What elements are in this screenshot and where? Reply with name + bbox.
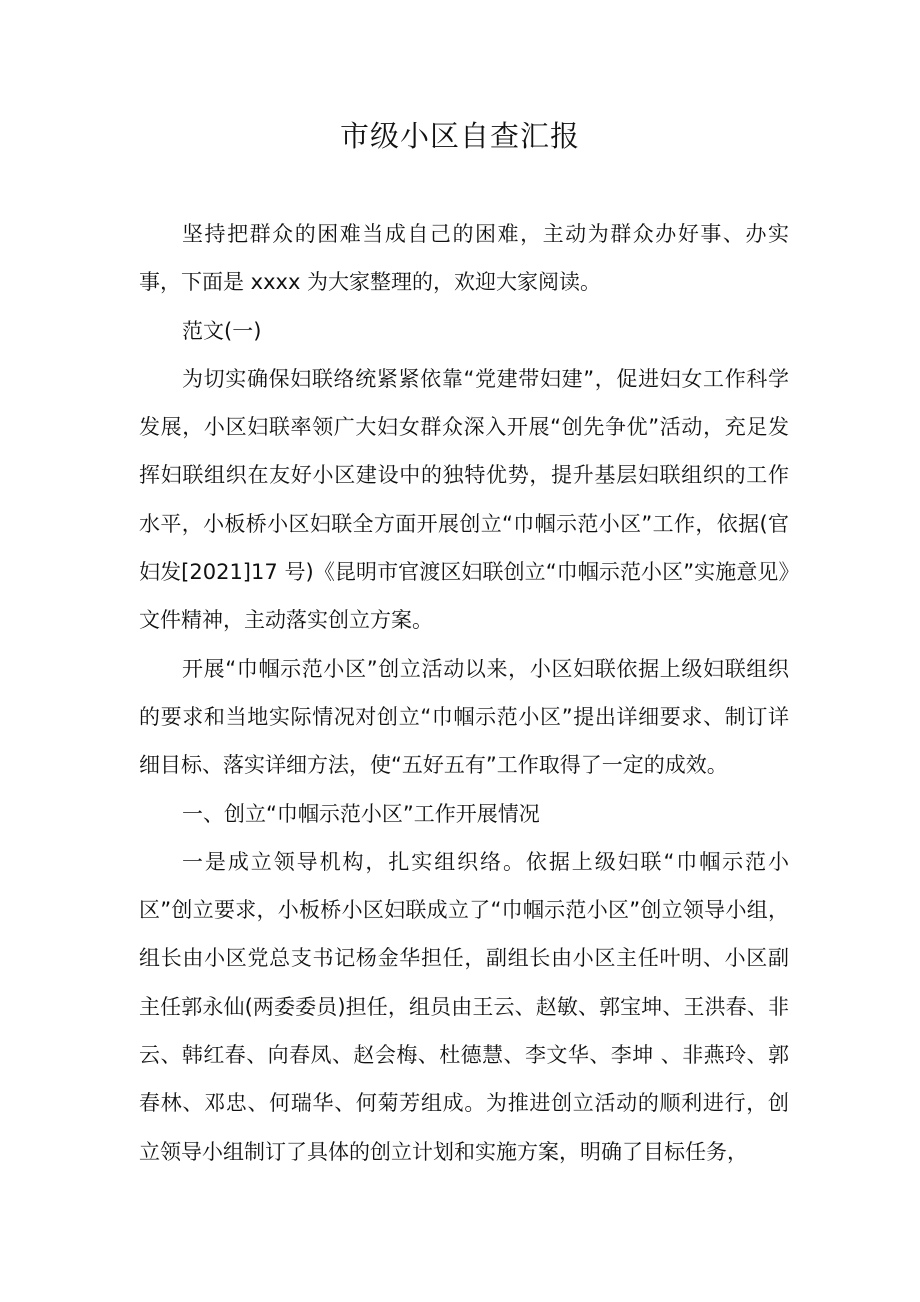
document-body — [139, 210, 789, 1176]
body-paragraph: 一是成立领导机构，扎实组织络。依据上级妇联“巾帼示范小区”创立要求，小板桥小区妇联成立了“巾帼示范小区”创立领导小组，组长由小区党总支书记杨金华担任，副组长由小区主任叶明、小区副主任郭永仙(两委委员)担任，组员由王云、赵敏、郭宝坤、王洪春、非云、韩红春、向春凤、赵会梅、杜德慧、李文华、李坤 、非燕玲、郭春林、邓忠、何瑞华、何菊芳组成。为推进创立活动的顺利进行，创立领导小组制订了具体的创立计划和实施方案，明确了目标任务， — [139, 849, 789, 1164]
sample-heading: 范文(一) — [182, 318, 262, 343]
section-heading: 一、创立“巾帼示范小区”工作开展情况 — [182, 801, 540, 826]
document-title: 市级小区自查汇报 — [339, 119, 580, 153]
intro-paragraph: 坚持把群众的困难当成自己的困难，主动为群众办好事、办实事，下面是 xxxx 为大家整理的，欢迎大家阅读。 — [139, 222, 789, 295]
body-paragraph: 开展“巾帼示范小区”创立活动以来，小区妇联依据上级妇联组织的要求和当地实际情况对创立“巾帼示范小区”提出详细要求、制订详细目标、落实详细方法，使“五好五有”工作取得了一定的成效。 — [139, 656, 789, 778]
body-paragraph: 为切实确保妇联络统紧紧依靠“党建带妇建”，促进妇女工作科学发展，小区妇联率领广大妇女群众深入开展“创先争优”活动，充足发挥妇联组织在友好小区建设中的独特优势，提升基层妇联组织的工作水平，小板桥小区妇联全方面开展创立“巾帼示范小区”工作，依据(官妇发[2021]17 号)《昆明市官渡区妇联创立“巾帼示范小区”实施意见》文件精神，主动落实创立方案。 — [139, 366, 789, 633]
